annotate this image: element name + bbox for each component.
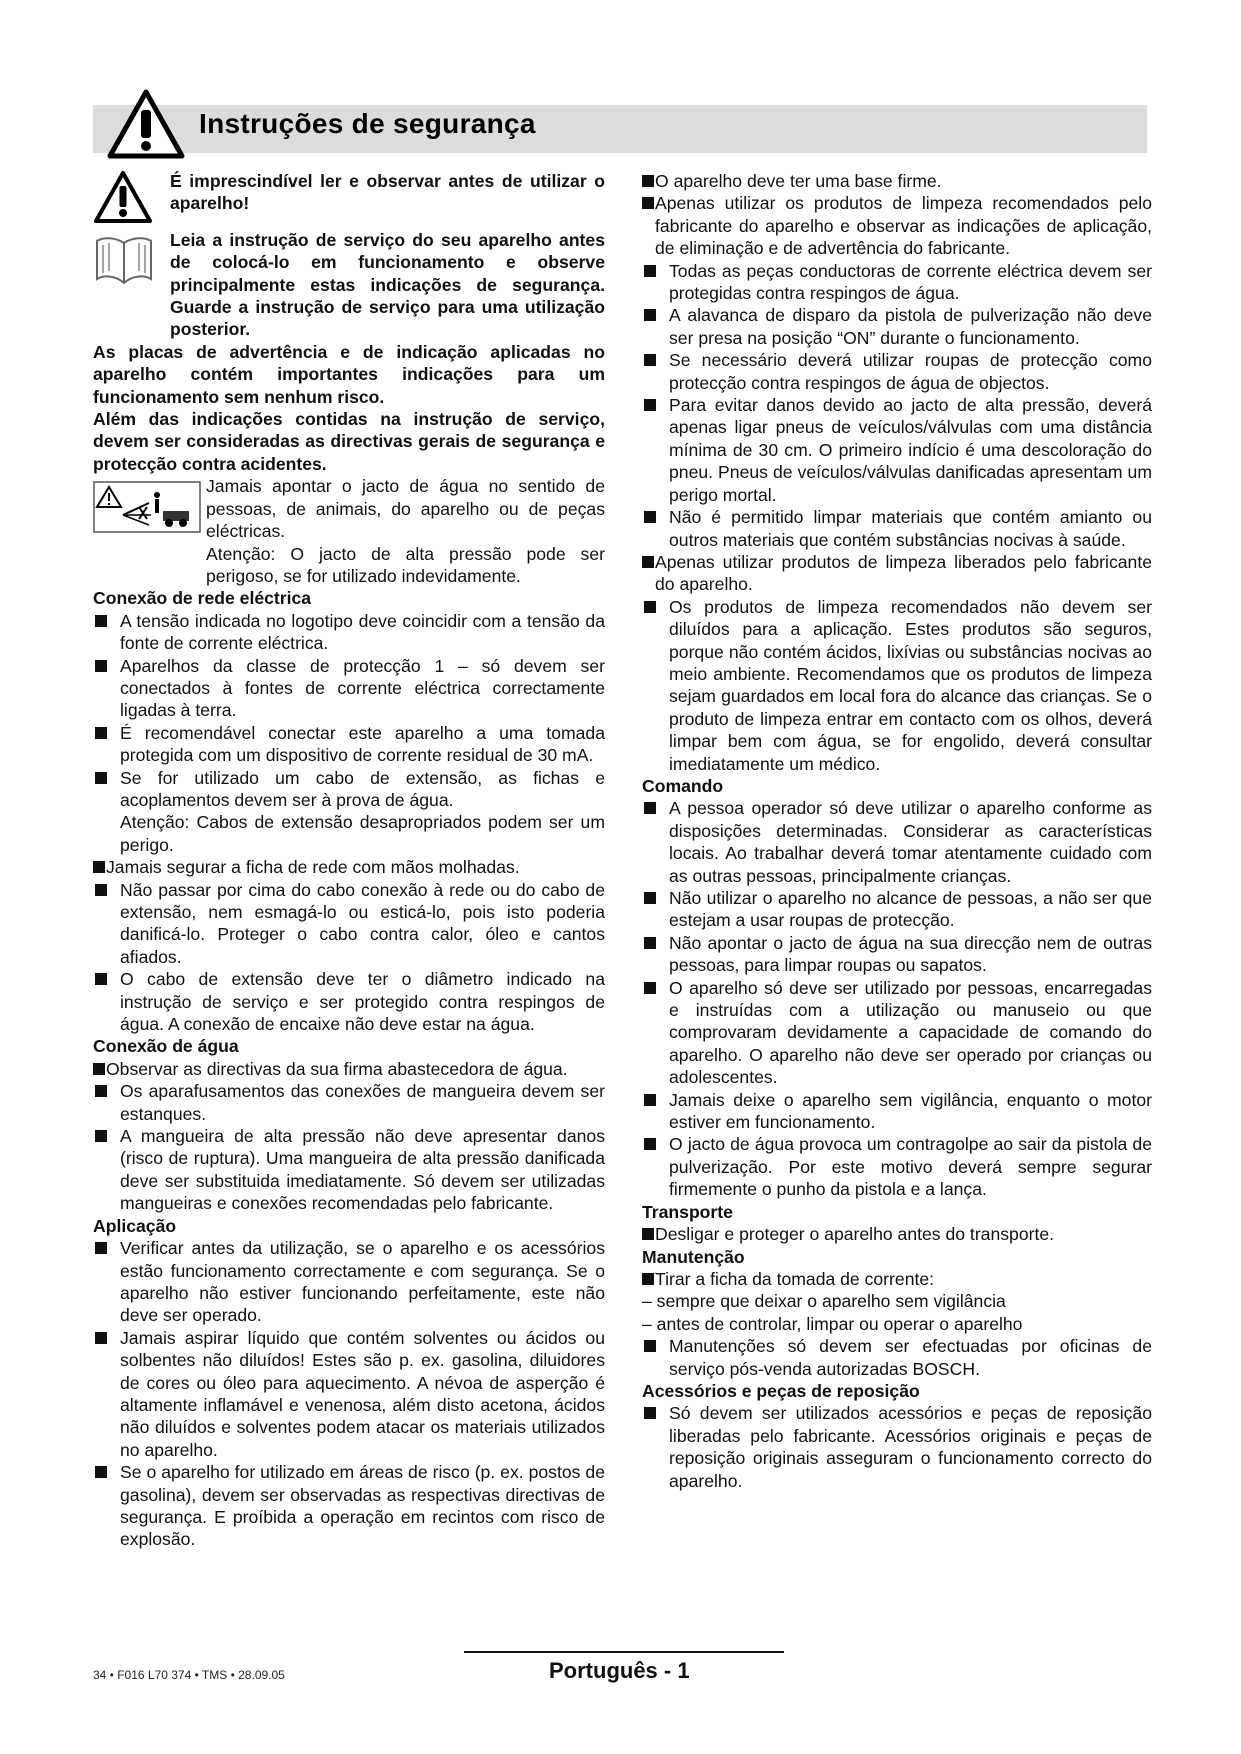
dash-item: – sempre que deixar o aparelho sem vigilância	[642, 1291, 1006, 1312]
water-heading: Conexão de água	[93, 1036, 239, 1057]
list-item: Se for utilizado um cabo de extensão, as fichas e acoplamentos devem ser à prova de água.	[93, 767, 605, 812]
list-item: Tirar a ficha da tomada de corrente:	[642, 1268, 1152, 1290]
list-item: Se necessário deverá utilizar roupas de protecção como protecção contra respingos de água de objectos.	[642, 349, 1152, 394]
list-item: É recomendável conectar este aparelho a uma tomada protegida com um dispositivo de corrente residual de 30 mA.	[93, 722, 605, 767]
transport-heading: Transporte	[642, 1201, 733, 1222]
list-item: Para evitar danos devido ao jacto de alta pressão, deverá apenas ligar pneus de veículos/válvulas com uma distância mínima de 30 cm. O primeiro indício é uma descoloração do pneu. Pneus de veículos/válvulas danificadas apresentam um perigo mortal.	[642, 394, 1152, 506]
list-item: Jamais deixe o aparelho sem vigilância, enquanto o motor estiver em funcionamento.	[642, 1089, 1152, 1134]
list-item: Apenas utilizar os produtos de limpeza recomendados pelo fabricante do aparelho e observar as indicações de aplicação, de eliminação e de advertência do fabricante.	[642, 192, 1152, 259]
jet-warning-text: Jamais apontar o jacto de água no sentido de pessoas, de animais, do aparelho ou de peças eléctricas.	[206, 476, 605, 542]
jet-warning-block	[93, 475, 605, 587]
list-item: Todas as peças conductoras de corrente eléctrica devem ser protegidas contra respingos de água.	[642, 260, 1152, 305]
list-item: Jamais aspirar líquido que contém solventes ou ácidos ou solbentes não diluídos! Estes são p. ex. gasolina, diluidores de cores ou óleo para aquecimento. A névoa de asperção é altamente inflamável e venenosa, além disto acetona, ácidos não diluídos e solventes podem atacar os materiais utilizados no aparelho.	[93, 1327, 605, 1461]
list-item	[93, 856, 605, 878]
list-item: Os produtos de limpeza recomendados não devem ser diluídos para a aplicação. Estes produtos são seguros, porque não contém ácidos, lixívias ou substâncias nocivas ao meio ambiente. Recomendamos que os produtos de limpeza sejam guardados em local fora do alcance das crianças. Se o produto de limpeza entrar em contacto com os olhos, deverá limpar bem com água, se for engolido, deverá consultar imediatamente um médico.	[642, 596, 1152, 775]
list-item: Se o aparelho for utilizado em áreas de risco (p. ex. postos de gasolina), devem ser observadas as respectivas directivas de segurança. E proíbida a operação em recintos com risco de explosão.	[93, 1461, 605, 1551]
list-item: O aparelho deve ter uma base firme.	[642, 170, 1152, 192]
list-item: Aparelhos da classe de protecção 1 – só devem ser conectados à fontes de corrente eléctrica correctamente ligadas à terra.	[93, 655, 605, 722]
general-directives-text: Além das indicações contidas na instrução de serviço, devem ser consideradas as directivas gerais de segurança e protecção contra acidentes.	[93, 409, 605, 474]
intro-manual-block	[93, 229, 605, 341]
list-item: A pessoa operador só deve utilizar o aparelho conforme as disposições determinadas. Considerar as características locais. Ao trabalhar deverá tomar atentamente cuidado com as outras pessoas, principalmente crianças.	[642, 797, 1152, 887]
list-item: A tensão indicada no logotipo deve coincidir com a tensão da fonte de corrente eléctrica.	[93, 610, 605, 655]
list-item: Não é permitido limpar materiais que contém amianto ou outros materiais que contém substâncias nocivas à saúde.	[642, 506, 1152, 551]
page-number-label: Português - 1	[549, 1658, 690, 1683]
electric-heading: Conexão de rede eléctrica	[93, 588, 312, 609]
list-item: Os aparafusamentos das conexões de mangueira devem ser estanques.	[93, 1080, 605, 1125]
warning-plates-text: As placas de advertência e de indicação aplicadas no aparelho contém importantes indicações para um funcionamento sem nenhum risco.	[93, 341, 605, 407]
list-item: Só devem ser utilizados acessórios e peças de reposição liberadas pelo fabricante. Acessórios originais e peças de reposição originais asseguram o funcionamento correcto do aparelho.	[642, 1402, 1152, 1492]
list-item: Observar as directivas da sua firma abastecedora de água.	[93, 1058, 605, 1080]
right-column	[642, 170, 1152, 1492]
warning-triangle-icon	[106, 88, 186, 160]
list-item: Verificar antes da utilização, se o aparelho e os acessórios estão funcionamento correctamente e com segurança. Se o aparelho não estiver funcionando perfeitamente, este não deve ser operado.	[93, 1237, 605, 1327]
extension-attention-text: Atenção: Cabos de extensão desapropriados podem ser um perigo.	[120, 812, 605, 855]
left-column	[93, 170, 605, 1551]
warning-triangle-icon	[93, 170, 153, 224]
accessories-heading: Acessórios e peças de reposição	[642, 1380, 920, 1401]
list-item-text: Jamais segurar a ficha de rede com mãos molhadas.	[106, 857, 520, 878]
list-item: Desligar e proteger o aparelho antes do transporte.	[642, 1223, 1152, 1245]
open-book-icon	[93, 233, 155, 287]
list-item: Não utilizar o aparelho no alcance de pessoas, a não ser que estejam a usar roupas de protecção.	[642, 887, 1152, 932]
list-item: O jacto de água provoca um contragolpe ao sair da pistola de pulverização. Por este motivo deverá sempre segurar firmemente o punho da pistola e a lança.	[642, 1133, 1152, 1200]
footer-divider	[464, 1651, 784, 1653]
doc-reference: 34 • F016 L70 374 • TMS • 28.09.05	[93, 1668, 285, 1682]
command-heading: Comando	[642, 775, 724, 796]
list-item: A mangueira de alta pressão não deve apresentar danos (risco de ruptura). Uma mangueira de alta pressão danificada deve ser substituida imediatamente. Só devem ser utilizadas mangueiras e conexões recomendadas pelo fabricante.	[93, 1125, 605, 1215]
intro-warning-block	[93, 170, 605, 215]
list-item: O aparelho só deve ser utilizado por pessoas, encarregadas e instruídas com a utilização ou manuseio ou que comprovaram devidamente a capacidade de comando do aparelho. O aparelho não deve ser operado por crianças ou adolescentes.	[642, 977, 1152, 1089]
list-item: Não apontar o jacto de água na sua direcção nem de outras pessoas, para limpar roupas ou sapatos.	[642, 932, 1152, 977]
maintenance-heading: Manutenção	[642, 1246, 745, 1267]
dash-item: – antes de controlar, limpar ou operar o aparelho	[642, 1313, 1023, 1334]
intro-manual-text: Leia a instrução de serviço do seu aparelho antes de colocá-lo em funcionamento e observe principalmente estas indicações de segurança. Guarde a instrução de serviço para uma utilização posterior.	[170, 229, 605, 340]
list-item: O cabo de extensão deve ter o diâmetro indicado na instrução de serviço e ser protegido contra respingos de água. A conexão de encaixe não deve estar na água.	[93, 968, 605, 1035]
intro-warning-text: É imprescindível ler e observar antes de utilizar o aparelho!	[170, 171, 605, 214]
jet-attention-text: Atenção: O jacto de alta pressão pode ser perigoso, se for utilizado indevidamente.	[206, 543, 605, 586]
list-item: Apenas utilizar produtos de limpeza liberados pelo fabricante do aparelho.	[642, 551, 1152, 596]
page-title: Instruções de segurança	[199, 108, 536, 139]
pressure-washer-hazard-icon	[93, 481, 201, 533]
list-item: Manutenções só devem ser efectuadas por oficinas de serviço pós-venda autorizadas BOSCH.	[642, 1335, 1152, 1380]
list-item: Não passar por cima do cabo conexão à rede ou do cabo de extensão, nem esmagá-lo ou esticá-lo, pois isto poderia danificá-lo. Proteger o cabo contra calor, óleo e cantos afiados.	[93, 879, 605, 969]
application-heading: Aplicação	[93, 1215, 177, 1236]
list-item: A alavanca de disparo da pistola de pulverização não deve ser presa na posição “ON” durante o funcionamento.	[642, 304, 1152, 349]
